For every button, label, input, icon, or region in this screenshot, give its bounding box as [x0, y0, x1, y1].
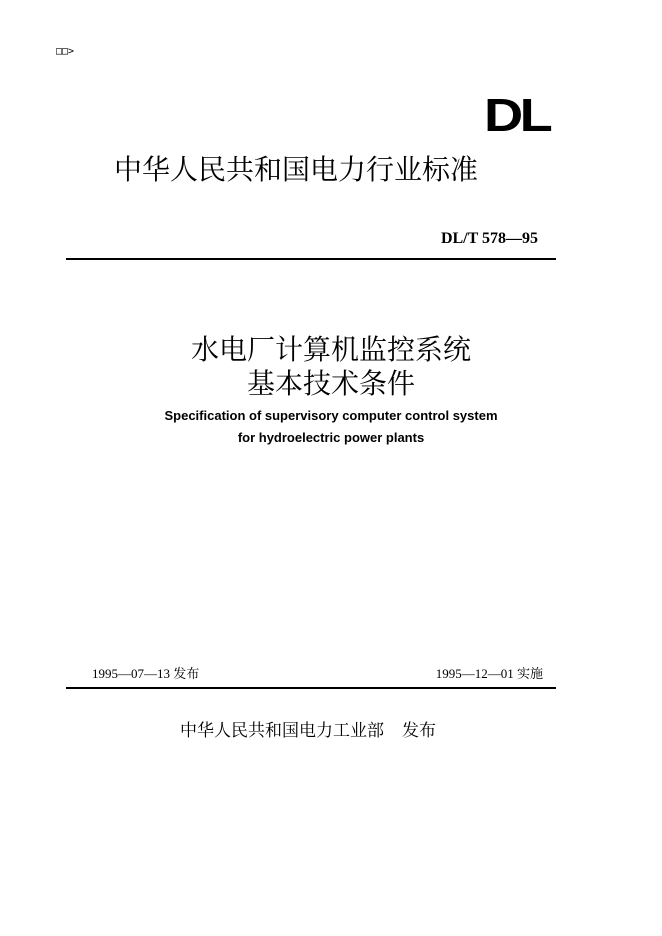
standard-category: 中华人民共和国电力行业标准	[114, 153, 479, 186]
publisher-name: 中华人民共和国电力工业部	[180, 721, 384, 741]
document-title-line-1: 水电厂计算机监控系统	[190, 333, 471, 366]
english-title-line-1: Specification of supervisory computer control system	[164, 408, 498, 423]
document-title-line-2: 基本技术条件	[246, 367, 415, 400]
standard-number: DL/T 578—95	[440, 230, 538, 247]
bottom-divider	[66, 687, 556, 689]
english-title-line-2: for hydroelectric power plants	[237, 430, 425, 445]
implementation-date: 1995—12—01	[435, 666, 514, 681]
corner-mark: □□>	[56, 46, 75, 57]
top-divider	[66, 258, 556, 260]
issue-label: 发布	[173, 666, 200, 681]
issue-date: 1995—07—13	[92, 666, 170, 681]
dl-logo: DL	[484, 89, 550, 141]
implementation-label: 实施	[516, 666, 543, 681]
implementation-date-block	[436, 663, 543, 682]
issue-date-block	[92, 663, 199, 682]
publisher-block	[180, 716, 436, 741]
publisher-action: 发布	[402, 721, 436, 741]
